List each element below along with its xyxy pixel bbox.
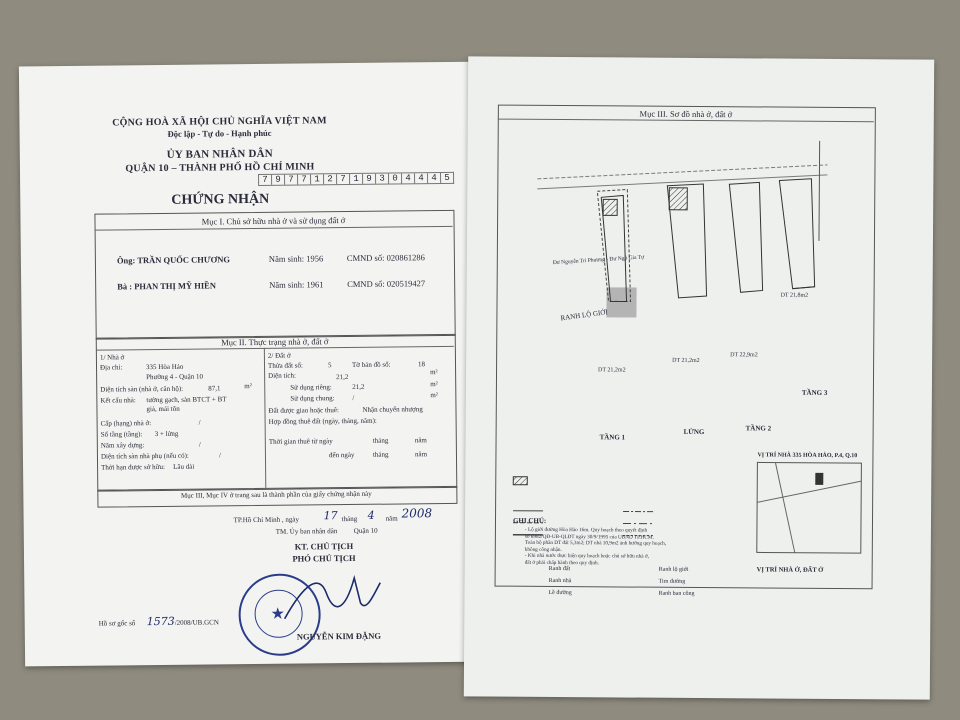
serial-digit: 2 xyxy=(323,174,336,184)
serial-digit: 1 xyxy=(310,174,323,184)
plan-3-area: DT 21,8m2 xyxy=(780,292,809,299)
lease-to-month: tháng xyxy=(372,450,389,459)
location-map-title: VỊ TRÍ NHÀ 335 HÒA HẢO, P.4, Q.10 xyxy=(757,452,858,460)
note-line: - Lộ giới đường Hòa Hảo 16m. Quy hoạch theo quyết định xyxy=(524,526,648,534)
lease-from-month: tháng xyxy=(372,436,389,445)
structure-value: tường gạch, sàn BTCT + BT xyxy=(146,395,227,405)
plan-3-label: TẦNG 3 xyxy=(801,388,828,397)
serial-digit: 3 xyxy=(375,174,388,184)
issue-year: 2008 xyxy=(401,506,433,521)
signer-name: NGUYỄN KIM ĐẶNG xyxy=(296,630,381,642)
plan-mezzanine-area: DT 21,2m2 xyxy=(672,357,700,365)
parcel-label: Thửa đất số: xyxy=(267,361,303,370)
issue-month-label: tháng xyxy=(341,514,358,524)
section3-heading: Mục III. Sơ đồ nhà ở, đất ở xyxy=(639,108,733,120)
certificate-title: CHỨNG NHẬN xyxy=(171,191,270,208)
land-area-unit: m² xyxy=(430,368,438,377)
owner1-birth: Năm sinh: 1956 xyxy=(268,253,324,264)
common-use-value: / xyxy=(352,393,355,402)
serial-digit: 0 xyxy=(388,173,401,183)
joint-area-value: / xyxy=(218,451,221,460)
land-title: 2/ Đất ở xyxy=(267,351,291,360)
legend-left-2: Lề đường xyxy=(548,589,572,597)
serial-digit: 4 xyxy=(401,173,414,183)
section1-heading: Mục I. Chủ sở hữu nhà ở và sử dụng đất ở xyxy=(201,215,346,227)
lease-to-year: năm xyxy=(414,450,428,459)
plan-1-area: DT 21,2m2 xyxy=(598,367,626,374)
owner2-name: Bà : PHAN THỊ MỸ HIỀN xyxy=(117,280,217,292)
plan-2-area: DT 22,9m2 xyxy=(730,352,758,359)
note-line: Toàn bộ phần DT đất 5,3m2; DT nhà 10,9m2 ảnh hưởng quy hoạch, xyxy=(524,539,667,547)
structure-label: Kết cấu nhà: xyxy=(100,396,136,405)
file-number-label: Hồ sơ gốc số xyxy=(98,619,136,628)
land-area-value: 21,2 xyxy=(336,373,349,382)
private-use-label: Sử dụng riêng: xyxy=(290,383,332,392)
floor-area-value: 87,1 xyxy=(208,384,221,393)
floor-plan-drawing xyxy=(495,119,874,588)
house-title: 1/ Nhà ở xyxy=(99,353,125,362)
place-date-label: TP.Hồ Chí Minh , ngày xyxy=(233,515,300,525)
plan-1-label: TẦNG 1 xyxy=(599,433,626,442)
serial-digit: 7 xyxy=(258,175,271,185)
section2-heading: Mục II. Thực trạng nhà ở, đất ở xyxy=(221,336,329,348)
map-sheet-label: Tờ bản đồ số: xyxy=(351,360,391,369)
serial-digit: 4 xyxy=(414,173,427,183)
floors-label: Số tầng (tầng): xyxy=(100,430,143,439)
structure-value-2: giả, mái tôn xyxy=(146,404,180,414)
common-use-label: Sử dụng chung: xyxy=(290,394,335,403)
address-value: 335 Hòa Hảo xyxy=(145,362,184,372)
district-heading: QUẬN 10 – THÀNH PHỐ HỒ CHÍ MINH xyxy=(125,161,315,175)
plan-mezzanine-label: LỬNG xyxy=(683,427,705,437)
road-boundary-label: RANH LỘ GIỚI xyxy=(560,308,609,323)
serial-digit: 9 xyxy=(271,175,284,185)
signer-title-1: KT. CHỦ TỊCH xyxy=(294,540,354,552)
issue-month: 4 xyxy=(367,508,375,522)
lease-from-label: Thời gian thuê từ ngày xyxy=(268,437,333,446)
lease-from-year: năm xyxy=(414,436,427,445)
common-use-unit: m² xyxy=(430,391,438,400)
land-form-label: Đất được giao hoặc thuê: xyxy=(268,406,340,415)
serial-digit: 4 xyxy=(427,173,440,183)
land-form-value: Nhận chuyển nhượng xyxy=(362,405,423,414)
notes-list xyxy=(525,527,666,568)
private-use-value: 21,2 xyxy=(352,382,365,391)
motto: Độc lập - Tự do - Hạnh phúc xyxy=(167,127,272,139)
on-behalf-district: Quận 10 xyxy=(353,526,378,535)
legend-right-1: Tim đường xyxy=(658,578,686,585)
legend-right-2: Ranh ban công xyxy=(658,590,695,597)
serial-digit: 7 xyxy=(284,175,297,185)
legend-left-0: Ranh đất xyxy=(548,565,571,573)
year-built-value: / xyxy=(198,440,201,449)
ownership-term-value: Lâu dài xyxy=(173,462,195,471)
note-line: - Khi nhà nước thực hiện quy hoạch hoặc chủ sở hữu nhà ở, xyxy=(524,553,649,561)
star-icon: ★ xyxy=(270,605,286,623)
owner2-birth: Năm sinh: 1961 xyxy=(269,279,324,290)
note-line: không công nhận. xyxy=(524,546,562,553)
grade-label: Cấp (hạng) nhà ở: xyxy=(100,419,152,428)
serial-digit: 7 xyxy=(336,174,349,184)
owner2-id: CMND số: 020519427 xyxy=(347,278,426,290)
certificate-left-page xyxy=(19,62,491,667)
serial-digit: 9 xyxy=(362,174,375,184)
private-use-unit: m² xyxy=(430,380,438,389)
footer-note: Mục III, Mục IV ở trang sau là thành phần của giấy chứng nhận này xyxy=(180,489,372,500)
serial-digit: 1 xyxy=(349,174,362,184)
signature-mark xyxy=(274,563,385,634)
serial-number xyxy=(258,172,454,186)
certificate-right-page xyxy=(464,56,934,699)
floor-area-label: Diện tích sàn (nhà ở, căn hộ): xyxy=(100,384,184,394)
signer-title-2: PHÓ CHỦ TỊCH xyxy=(292,552,356,564)
issue-day: 17 xyxy=(323,509,338,523)
issue-year-label: năm xyxy=(385,514,398,523)
address-label: Địa chỉ: xyxy=(99,363,123,372)
street-label: Đư Nguyễn Tri Phương - Đư Ngô Gia Tự xyxy=(552,254,645,267)
file-number-suffix: /2008/UB.GCN xyxy=(174,618,219,627)
serial-digit: 7 xyxy=(297,174,310,184)
location-map-caption: VỊ TRÍ NHÀ Ở, ĐẤT Ở xyxy=(756,566,824,574)
ownership-term-label: Thời hạn được sở hữu: xyxy=(101,462,165,472)
land-area-label: Diện tích: xyxy=(268,371,296,380)
map-sheet-value: 18 xyxy=(417,360,426,369)
plan-2-label: TẦNG 2 xyxy=(745,424,772,433)
lease-to-label: đến ngày xyxy=(328,450,355,460)
serial-digit: 5 xyxy=(440,173,453,183)
owner1-id: CMND số: 020861286 xyxy=(346,252,425,264)
on-behalf-label: TM. Ủy ban nhân dân xyxy=(275,527,338,536)
file-number-value: 1573 xyxy=(146,614,175,629)
note-line: đất ở phải chấp hành theo quy định. xyxy=(524,559,599,567)
floors-value: 3 + lửng xyxy=(154,429,179,439)
parcel-value: 5 xyxy=(327,361,332,370)
legend-right-0: Ranh lộ giới xyxy=(658,566,689,573)
committee-heading: ỦY BAN NHÂN DÂN xyxy=(166,147,273,161)
address-ward: Phường 4 - Quận 10 xyxy=(146,372,204,382)
note-line: số 6982/QĐ-UB-QLĐT ngày 30/9/1995 của UBND TP.HCM. xyxy=(524,533,654,541)
grade-value: / xyxy=(198,418,201,427)
owner1-name: Ông: TRẦN QUỐC CHƯƠNG xyxy=(116,254,231,266)
country-heading: CỘNG HOÀ XÃ HỘI CHỦ NGHĨA VIỆT NAM xyxy=(112,115,327,129)
joint-area-label: Diện tích sàn nhà phụ (nếu có): xyxy=(100,451,189,461)
notes-title: GHI CHÚ: xyxy=(512,516,547,525)
lease-contract-label: Hợp đồng thuê đất (ngày, tháng, năm): xyxy=(268,416,377,426)
legend-left-1: Ranh nhà xyxy=(548,577,572,585)
floor-area-unit: m² xyxy=(244,382,252,391)
year-built-label: Năm xây dựng: xyxy=(100,441,145,450)
